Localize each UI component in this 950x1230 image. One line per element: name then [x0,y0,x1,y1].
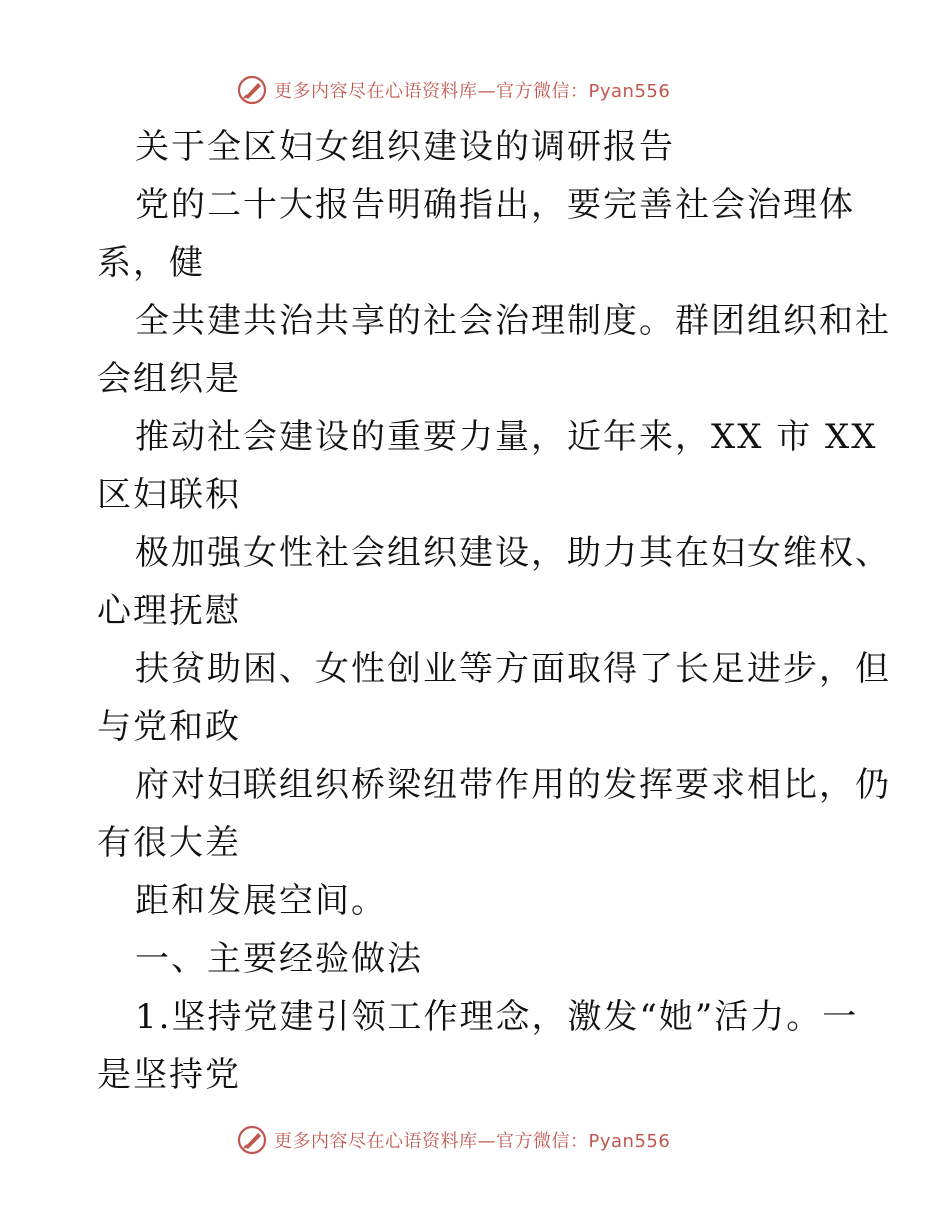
text-line: 距和发展空间。 [135,881,387,921]
text-line: 是坚持党 [97,1055,241,1095]
watermark-header [236,72,670,108]
text-line: 与党和政 [97,707,241,747]
text-line: 心理抚慰 [97,591,241,631]
watermark-footer [236,1122,670,1158]
text-line: 府对妇联组织桥梁纽带作用的发挥要求相比，仍 [135,765,891,805]
text-line: 有很大差 [97,823,241,863]
text-line: 极加强女性社会组织建设，助力其在妇女维权、 [135,533,891,573]
quill-logo-icon [236,74,268,106]
text-line: 系，健 [97,243,205,283]
text-line: 会组织是 [97,359,241,399]
quill-logo-icon [236,1124,268,1156]
section-heading: 一、主要经验做法 [135,939,423,979]
document-body [97,118,891,1104]
document-title: 关于全区妇女组织建设的调研报告 [135,127,675,167]
text-line: 全共建共治共享的社会治理制度。群团组织和社 [135,301,891,341]
text-line: 区妇联积 [97,475,241,515]
text-line: 1.坚持党建引领工作理念，激发“她”活力。一 [135,997,859,1037]
watermark-text: 更多内容尽在心语资料库—官方微信：Pyan556 [274,81,671,102]
text-line: 推动社会建设的重要力量，近年来，XX 市 XX [135,417,878,457]
text-line: 党的二十大报告明确指出，要完善社会治理体 [135,185,855,225]
text-line: 扶贫助困、女性创业等方面取得了长足进步，但 [135,649,891,689]
watermark-text: 更多内容尽在心语资料库—官方微信：Pyan556 [274,1131,671,1152]
